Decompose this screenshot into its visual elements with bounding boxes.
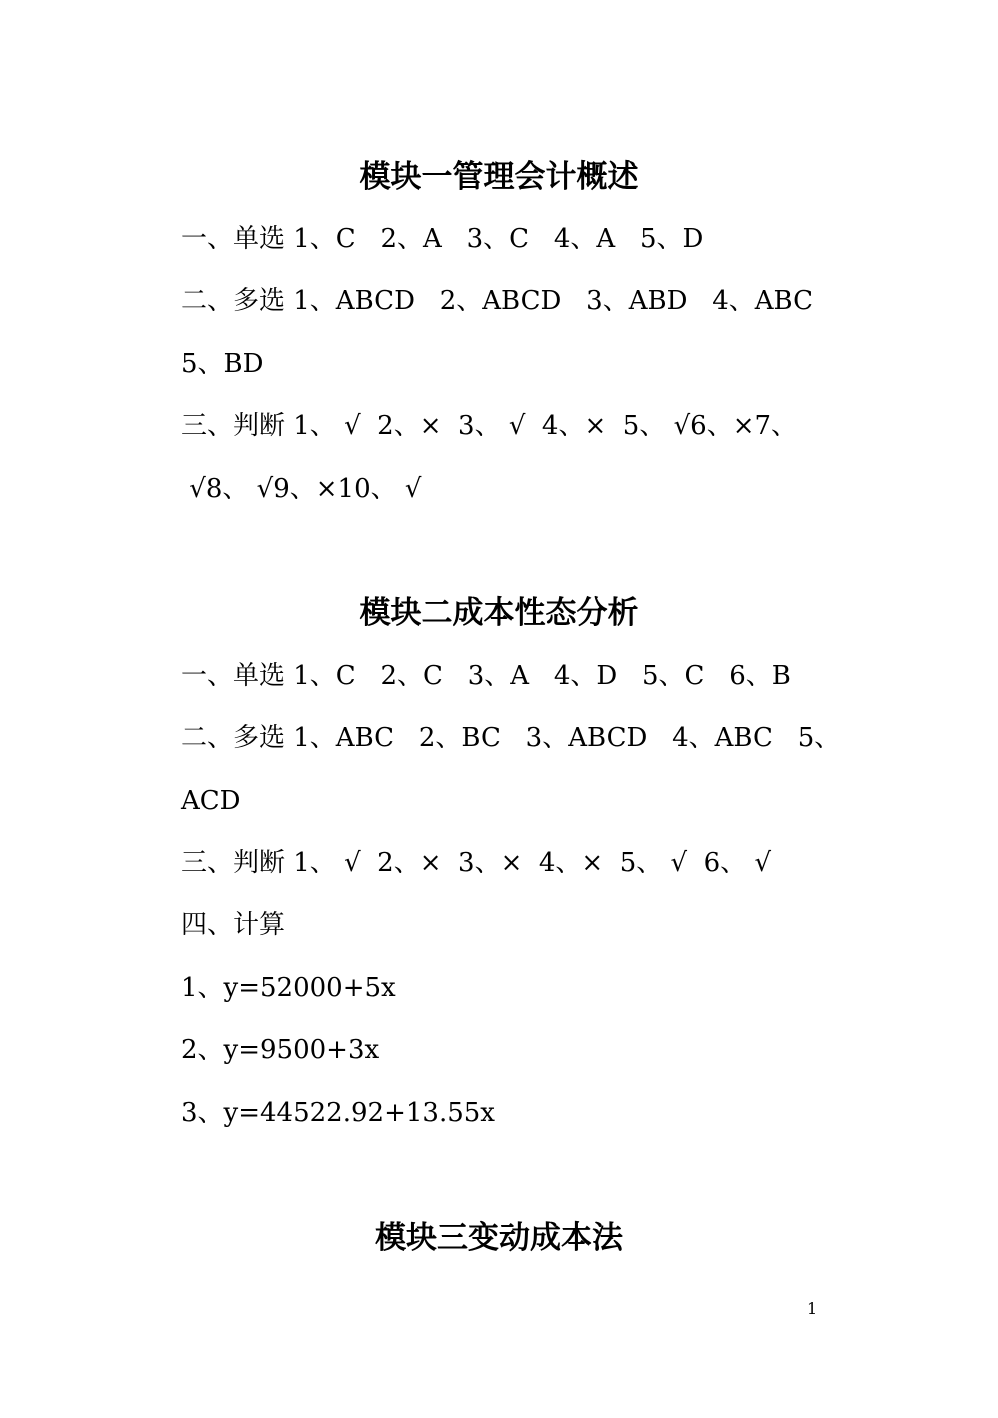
module2-calculation-heading: 四、计算 xyxy=(181,910,286,940)
module2-single-choice: 一、单选 1、C 2、C 3、A 4、D 5、C 6、B xyxy=(181,661,791,691)
module2-calculation-2: 2、y=9500+3x xyxy=(181,1035,380,1065)
module2-title: 模块二成本性态分析 xyxy=(359,595,639,631)
module2-true-false: 三、判断 1、 √ 2、× 3、× 4、× 5、 √ 6、 √ xyxy=(181,848,772,878)
module2-calculation-1: 1、y=52000+5x xyxy=(181,973,396,1003)
module1-true-false-cont: √8、 √9、×10、 √ xyxy=(181,474,422,504)
module2-calculation-3: 3、y=44522.92+13.55x xyxy=(181,1098,495,1128)
module1-title: 模块一管理会计概述 xyxy=(359,159,639,195)
page-number: 1 xyxy=(807,1299,818,1318)
module2-multiple-choice: 二、多选 1、ABC 2、BC 3、ABCD 4、ABC 5、 xyxy=(181,723,841,753)
module1-true-false: 三、判断 1、 √ 2、× 3、 √ 4、× 5、 √6、×7、 xyxy=(181,411,798,441)
module1-multiple-choice-cont: 5、BD xyxy=(181,349,264,379)
module2-multiple-choice-cont: ACD xyxy=(181,786,241,816)
module1-single-choice: 一、单选 1、C 2、A 3、C 4、A 5、D xyxy=(181,224,704,254)
module1-multiple-choice: 二、多选 1、ABCD 2、ABCD 3、ABD 4、ABC xyxy=(181,286,814,316)
module3-title: 模块三变动成本法 xyxy=(375,1220,623,1256)
